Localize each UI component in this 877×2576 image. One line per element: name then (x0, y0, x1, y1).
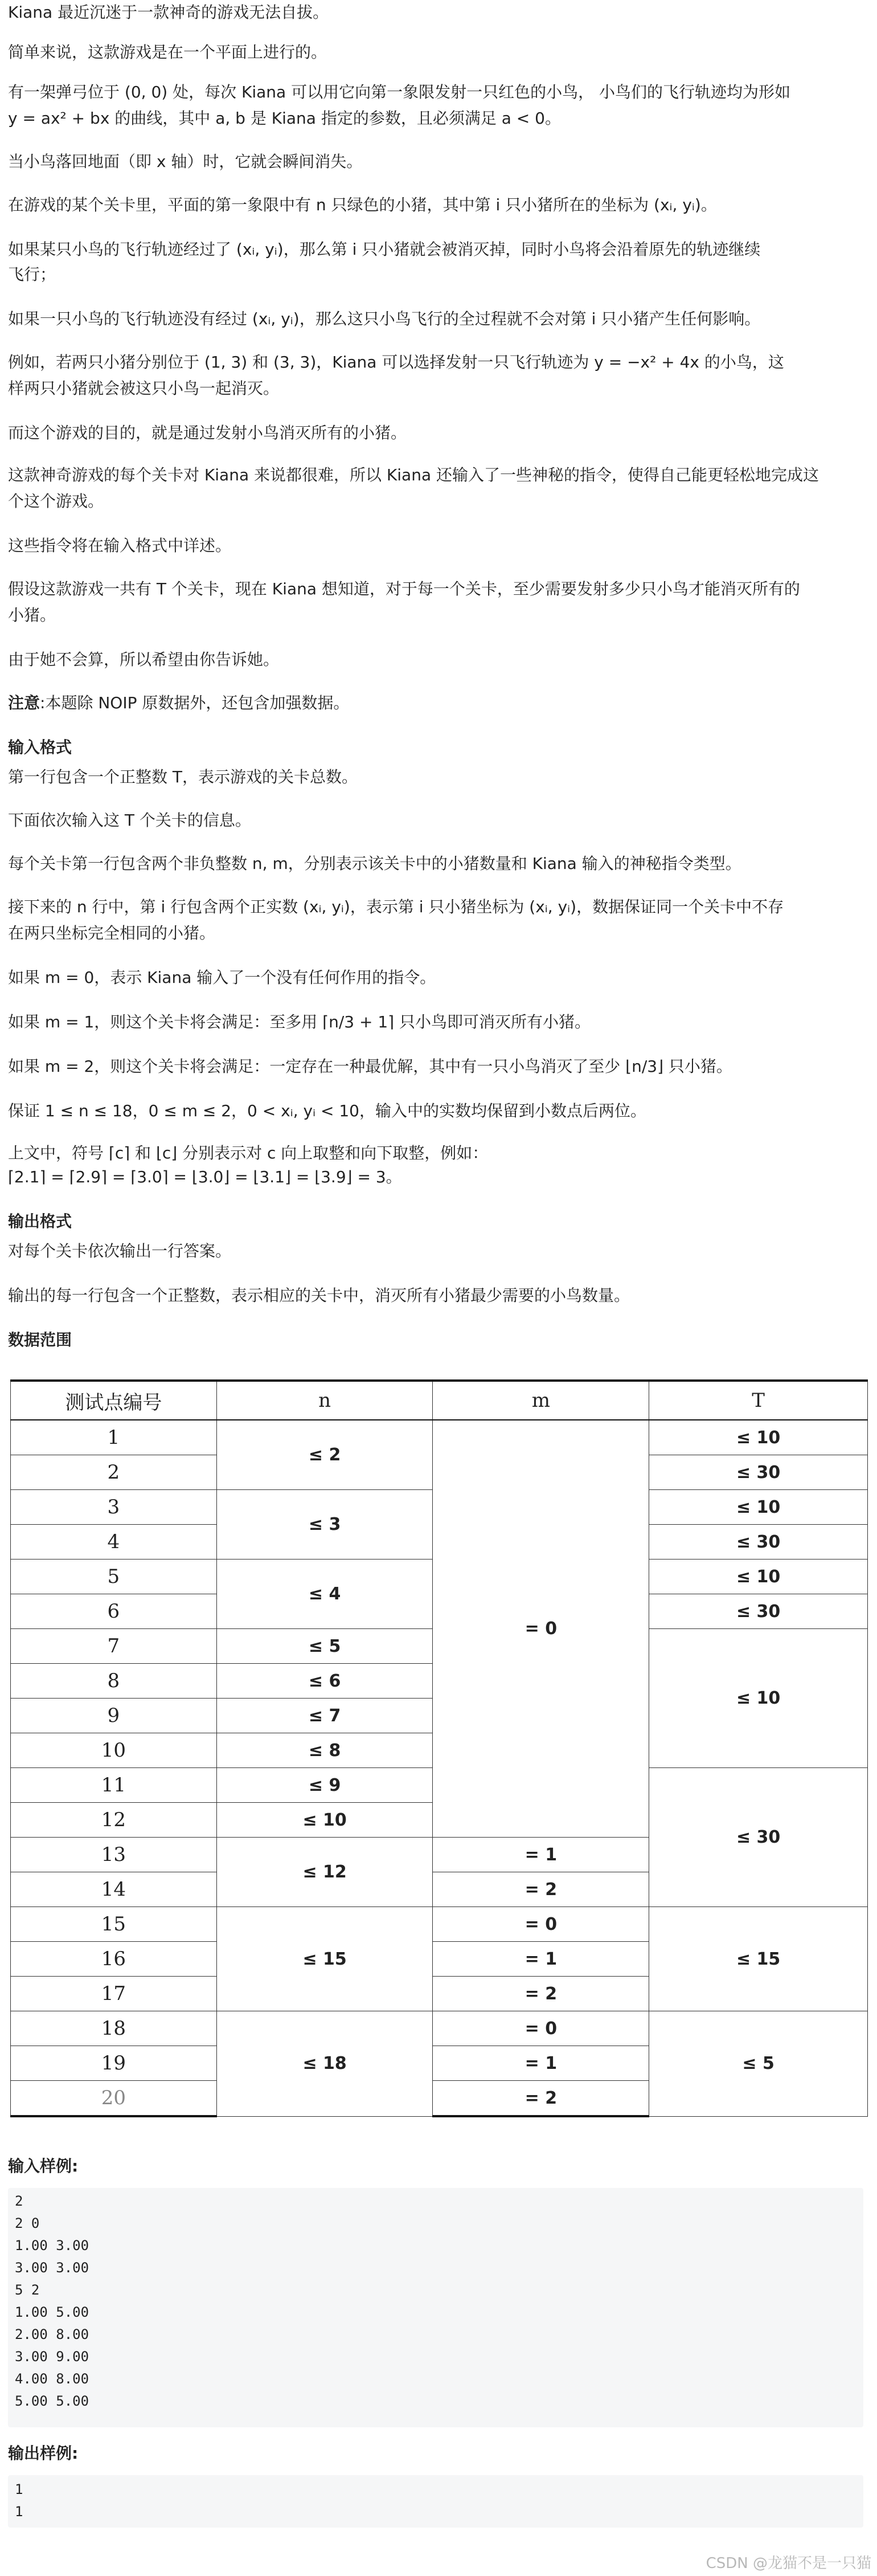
data-range-table (10, 1379, 868, 2117)
paragraph: 而这个游戏的目的，就是通过发射小鸟消灭所有的小猪。 (8, 423, 407, 442)
n-range: ≤ 15 (216, 1907, 433, 2011)
test-id: 6 (11, 1594, 217, 1629)
test-id: 4 (11, 1525, 217, 1560)
test-id: 11 (11, 1768, 217, 1803)
test-id: 5 (11, 1560, 217, 1594)
code-line: 5 2 (15, 2282, 40, 2298)
paragraph: 保证 1 ≤ n ≤ 18，0 ≤ m ≤ 2，0 < xᵢ, yᵢ < 10，输入中的实数均保留到小数点后两位。 (8, 1101, 646, 1120)
table-row (11, 2011, 868, 2046)
paragraph: 当小鸟落回地面（即 x 轴）时，它就会瞬间消失。 (8, 152, 363, 171)
column-header: 测试点编号 (11, 1381, 217, 1420)
test-id: 16 (11, 1942, 217, 1977)
paragraph: 个这个游戏。 (8, 492, 104, 511)
m-value: = 1 (433, 1838, 649, 1872)
paragraph: 这款神奇游戏的每个关卡对 Kiana 来说都很难，所以 Kiana 还输入了一些神秘的指令，使得自己能更轻松地完成这 (8, 466, 819, 484)
test-id: 8 (11, 1664, 217, 1699)
t-range: ≤ 10 (649, 1629, 868, 1768)
note (8, 692, 865, 715)
m-value: = 0 (433, 2011, 649, 2046)
test-id: 1 (11, 1420, 217, 1455)
paragraph: 由于她不会算，所以希望由你告诉她。 (8, 650, 280, 669)
code-line: 1 (15, 2504, 23, 2520)
paragraph: 输出的每一行包含一个正整数，表示相应的关卡中，消灭所有小猪最少需要的小鸟数量。 (8, 1286, 630, 1305)
sample-output-heading: 输出样例: (8, 2444, 79, 2463)
paragraph: 如果某只小鸟的飞行轨迹经过了 (xᵢ, yᵢ)，那么第 i 只小猪就会被消灭掉，同时小鸟将会沿着原先的轨迹继续 (8, 240, 761, 259)
code-line: 2.00 8.00 (15, 2326, 89, 2342)
n-range: ≤ 2 (216, 1420, 433, 1490)
paragraph: Kiana 最近沉迷于一款神奇的游戏无法自拔。 (8, 3, 329, 22)
table-row (11, 1907, 868, 1942)
code-line: 5.00 5.00 (15, 2393, 89, 2409)
paragraph: 例如，若两只小猪分别位于 (1, 3) 和 (3, 3)，Kiana 可以选择发射一只飞行轨迹为 y = −x² + 4x 的小鸟，这 (8, 353, 784, 372)
test-id: 19 (11, 2046, 217, 2081)
code-line: 3.00 3.00 (15, 2260, 89, 2276)
n-range: ≤ 18 (216, 2011, 433, 2117)
test-id: 14 (11, 1872, 217, 1907)
t-range: ≤ 10 (649, 1490, 868, 1525)
sample-output-block (8, 2475, 863, 2528)
data-range-heading: 数据范围 (8, 1330, 72, 1349)
code-line: 2 (15, 2193, 23, 2209)
paragraph: 这些指令将在输入格式中详述。 (8, 536, 232, 555)
paragraph: 在两只坐标完全相同的小猪。 (8, 924, 216, 942)
paragraph: 假设这款游戏一共有 T 个关卡，现在 Kiana 想知道，对于每一个关卡，至少需要发射多少只小鸟才能消灭所有的 (8, 579, 800, 598)
table-row (11, 1420, 868, 1455)
paragraph: 下面依次输入这 T 个关卡的信息。 (8, 811, 251, 830)
t-range: ≤ 5 (649, 2011, 868, 2117)
paragraph: 接下来的 n 行中，第 i 行包含两个正实数 (xᵢ, yᵢ)，表示第 i 只小猪坐标为 (xᵢ, yᵢ)，数据保证同一个关卡中不存 (8, 897, 784, 916)
test-id: 7 (11, 1629, 217, 1664)
code-line: 1.00 3.00 (15, 2238, 89, 2254)
m-value: = 1 (433, 1942, 649, 1977)
n-range: ≤ 8 (216, 1733, 433, 1768)
paragraph: y = ax² + bx 的曲线，其中 a, b 是 Kiana 指定的参数，且必须满足 a < 0。 (8, 109, 561, 128)
note-text: :本题除 NOIP 原数据外，还包含加强数据。 (40, 693, 350, 712)
paragraph: 如果 m = 2，则这个关卡将会满足：一定存在一种最优解，其中有一只小鸟消灭了至少 ⌊n/3⌋ 只小猪。 (8, 1057, 732, 1076)
paragraph: 在游戏的某个关卡里，平面的第一象限中有 n 只绿色的小猪，其中第 i 只小猪所在的坐标为 (xᵢ, yᵢ)。 (8, 195, 717, 214)
n-range: ≤ 9 (216, 1768, 433, 1803)
test-id: 3 (11, 1490, 217, 1525)
paragraph: 如果 m = 0，表示 Kiana 输入了一个没有任何作用的指令。 (8, 968, 436, 987)
t-range: ≤ 30 (649, 1455, 868, 1490)
paragraph: 第一行包含一个正整数 T，表示游戏的关卡总数。 (8, 768, 358, 786)
table-header-row (11, 1381, 868, 1420)
csdn-watermark: CSDN @龙猫不是一只猫 (706, 2555, 871, 2572)
note-label: 注意 (8, 693, 40, 712)
output-format-heading: 输出格式 (8, 1212, 72, 1231)
paragraph: 简单来说，这款游戏是在一个平面上进行的。 (8, 43, 327, 62)
m-value: = 0 (433, 1907, 649, 1942)
n-range: ≤ 4 (216, 1560, 433, 1629)
paragraph: ⌈2.1⌉ = ⌈2.9⌉ = ⌈3.0⌉ = ⌊3.0⌋ = ⌊3.1⌋ = ⌊3.9⌋ = 3。 (8, 1167, 402, 1186)
test-id: 12 (11, 1803, 217, 1838)
column-header: m (433, 1381, 649, 1420)
test-id: 2 (11, 1455, 217, 1490)
paragraph: 小猪。 (8, 606, 56, 624)
test-id: 17 (11, 1977, 217, 2011)
code-line: 1 (15, 2481, 23, 2497)
code-line: 3.00 9.00 (15, 2349, 89, 2365)
code-line: 1.00 5.00 (15, 2304, 89, 2320)
m-value: = 2 (433, 1977, 649, 2011)
paragraph: 每个关卡第一行包含两个非负整数 n, m，分别表示该关卡中的小猪数量和 Kiana 输入的神秘指令类型。 (8, 854, 741, 873)
column-header: n (216, 1381, 433, 1420)
test-id: 18 (11, 2011, 217, 2046)
t-range: ≤ 30 (649, 1525, 868, 1560)
m-value: = 2 (433, 1872, 649, 1907)
m-value: = 0 (433, 1420, 649, 1838)
t-range: ≤ 15 (649, 1907, 868, 2011)
n-range: ≤ 6 (216, 1664, 433, 1699)
n-range: ≤ 7 (216, 1699, 433, 1733)
sample-input-heading: 输入样例: (8, 2157, 79, 2175)
test-id: 10 (11, 1733, 217, 1768)
test-id: 15 (11, 1907, 217, 1942)
column-header: T (649, 1381, 868, 1420)
paragraph: 上文中，符号 ⌈c⌉ 和 ⌊c⌋ 分别表示对 c 向上取整和向下取整，例如： (8, 1144, 489, 1162)
paragraph: 飞行； (8, 265, 56, 284)
n-range: ≤ 10 (216, 1803, 433, 1838)
paragraph: 对每个关卡依次输出一行答案。 (8, 1242, 232, 1260)
paragraph: 有一架弹弓位于 (0, 0) 处，每次 Kiana 可以用它向第一象限发射一只红色的小鸟， 小鸟们的飞行轨迹均为形如 (8, 83, 790, 101)
test-id: 13 (11, 1838, 217, 1872)
test-id: 20 (11, 2081, 217, 2117)
code-line: 4.00 8.00 (15, 2371, 89, 2387)
input-format-heading: 输入格式 (8, 738, 72, 757)
m-value: = 2 (433, 2081, 649, 2117)
code-line: 2 0 (15, 2215, 40, 2231)
t-range: ≤ 30 (649, 1594, 868, 1629)
sample-input-block (8, 2188, 863, 2427)
m-value: = 1 (433, 2046, 649, 2081)
n-range: ≤ 12 (216, 1838, 433, 1907)
t-range: ≤ 10 (649, 1560, 868, 1594)
n-range: ≤ 5 (216, 1629, 433, 1664)
paragraph: 样两只小猪就会被这只小鸟一起消灭。 (8, 379, 280, 398)
n-range: ≤ 3 (216, 1490, 433, 1560)
paragraph: 如果一只小鸟的飞行轨迹没有经过 (xᵢ, yᵢ)，那么这只小鸟飞行的全过程就不会对第 i 只小猪产生任何影响。 (8, 309, 761, 328)
paragraph: 如果 m = 1，则这个关卡将会满足：至多用 ⌈n/3 + 1⌉ 只小鸟即可消灭所有小猪。 (8, 1013, 591, 1031)
t-range: ≤ 30 (649, 1768, 868, 1907)
t-range: ≤ 10 (649, 1420, 868, 1455)
test-id: 9 (11, 1699, 217, 1733)
